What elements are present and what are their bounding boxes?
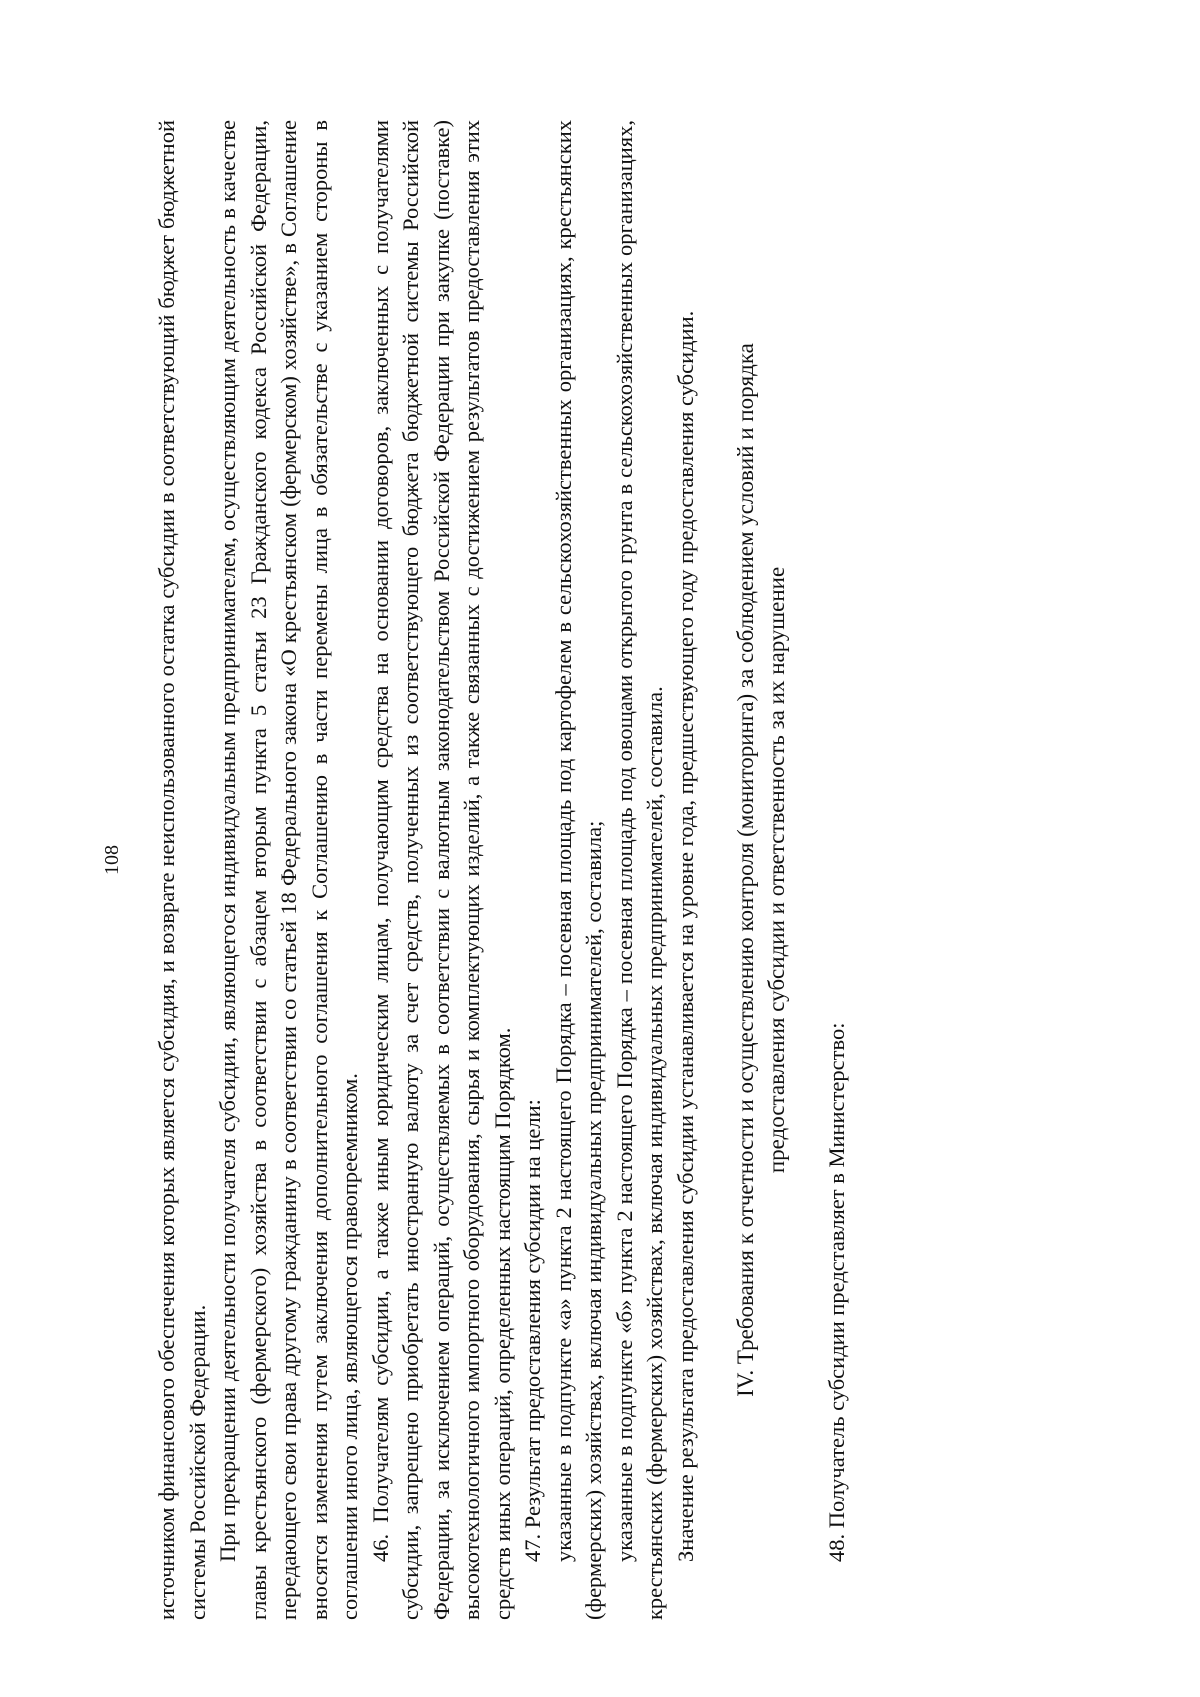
paragraph-48: 48. Получатель субсидии представляет в Министерство: bbox=[824, 1022, 849, 1562]
document-body bbox=[152, 120, 853, 1620]
paragraph-47-b: указанные в подпункте «б» пункта 2 настоящего Порядка – посевная площадь под овощами открытого грунта в сельскохозяйственных организациях, крестьянских (фермерских) хозяйствах, включая индивидуальных предпринимателей, составила. bbox=[611, 120, 667, 1620]
page-number: 108 bbox=[101, 845, 123, 875]
paragraph-46: 46. Получателям субсидии, а также иным юридическим лицам, получающим средства на основании договоров, заключенных с получателями субсидии, запрещено приобретать иностранную валюту за счет средств, полученных из соответствующего бюджета бюджетной системы Российской Федерации, за исключением операций, осуществляемых в соответствии с валютным законодательством Российской Федерации при закупке (поставке) высокотехнологичного импортного оборудования, сырья и комплектующих изделий, а также связанных с достижением результатов предоставления этих средств иных операций, определенных настоящим Порядком. bbox=[367, 120, 515, 1620]
paragraph-47: 47. Результат предоставления субсидии на цели: bbox=[520, 1099, 545, 1562]
section-iv-title-line-2: предоставления субсидии и ответственность за их нарушение bbox=[763, 566, 789, 1174]
rotated-document-page bbox=[100, 80, 900, 1640]
paragraph-47-a: указанные в подпункте «а» пункта 2 настоящего Порядка – посевная площадь под картофелем в сельскохозяйственных организациях, крестьянских (фермерских) хозяйствах, включая индивидуальных предпринимателей, составила; bbox=[550, 120, 606, 1620]
paragraph-47-value: Значение результата предоставления субсидии устанавливается на уровне года, предшествующего году предоставления субсидии. bbox=[672, 310, 698, 1562]
section-iv-heading bbox=[731, 120, 792, 1620]
section-iv-title-line-1: IV. Требования к отчетности и осуществлению контроля (мониторинга) за соблюдением условий и порядка bbox=[733, 343, 758, 1397]
paragraph-continuation: источником финансового обеспечения которых является субсидия, и возврате неиспользованного остатка субсидии в соответствующий бюджет бюджетной системы Российской Федерации. bbox=[154, 120, 210, 1620]
paragraph-termination: При прекращении деятельности получателя субсидии, являющегося индивидуальным предпринимателем, осуществляющим деятельность в качестве главы крестьянского (фермерского) хозяйства в соответствии с абзацем вторым пункта 5 статьи 23 Гражданского кодекса Российской Федерации, передающего свои права другому гражданину в соответствии со статьей 18 Федерального закона «О крестьянском (фермерском) хозяйстве», в Соглашение вносятся изменения путем заключения дополнительного соглашения к Соглашению в части перемены лица в обязательстве с указанием стороны в соглашении иного лица, являющегося правопреемником. bbox=[215, 120, 362, 1620]
